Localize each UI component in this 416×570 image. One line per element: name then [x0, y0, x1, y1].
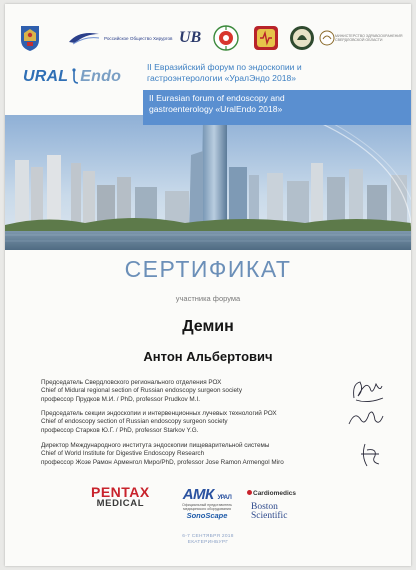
forum-title-en-banner [143, 90, 411, 125]
uralendo-endo-text: Endo [80, 68, 122, 85]
certificate-title: СЕРТИФИКАТ [124, 256, 292, 282]
signatory-role-ru: Председатель секции эндоскопии и интервенционных лучевых технологий РОХ [41, 410, 277, 417]
cardiomedics-wordmark: Cardiomedics [253, 490, 296, 497]
signatory-role-ru: Директор Международного института эндоскопии пищеварительной системы [41, 442, 270, 449]
cardio-square-emblem-logo [253, 24, 279, 52]
boston-wordmark: Boston [251, 502, 278, 512]
signature-prudkov [350, 376, 386, 406]
signatory-role-ru: Председатель Свердловского регионального отделения РОХ [41, 379, 222, 386]
amk-wordmark [177, 486, 237, 503]
signatory-name: профессор Жозе Рамон Арменгол Миро/PhD, professor Jose Ramon Armengol Miro [41, 458, 284, 466]
signature-starkov [345, 406, 385, 432]
uw-monogram-logo: UB [179, 29, 202, 46]
signatory-role-en: Chief of Midural regional section of Russian endoscopy surgeon society [41, 387, 242, 395]
cardiomedics-icon [247, 490, 252, 495]
event-date-location [173, 534, 243, 546]
event-dates: 6-7 СЕНТЯБРЯ 2018 [182, 534, 234, 539]
scientific-wordmark: Scientific [251, 511, 288, 521]
partner-logo-strip [19, 24, 401, 54]
forum-title-en-line1: II Eurasian forum of endoscopy and [149, 93, 285, 103]
round-emblem-dark-logo [289, 24, 315, 52]
cardiomedics-logo [247, 490, 296, 497]
forum-title-ru [147, 62, 397, 83]
russian-surgeons-society-logo [67, 24, 173, 52]
signatory-name: профессор Старков Ю.Г. / PhD, professor Starkov Y.G. [41, 426, 199, 434]
sonoscape-wordmark: SonoScape [186, 511, 228, 521]
signatory-role-en: Chief of World Institute for Digestive Endoscopy Research [41, 450, 205, 458]
ministry-label: МИНИСТЕРСТВО ЗДРАВООХРАНЕНИЯ СВЕРДЛОВСКОЙ ОБЛАСТИ [335, 33, 403, 42]
forum-title-ru-line2: гастроэнтерологии «УралЭндо 2018» [147, 72, 297, 83]
pentax-medical-logo [91, 484, 150, 509]
signatory-block [41, 442, 359, 467]
forum-title-en-line2: gastroenterology «UralEndo 2018» [149, 103, 283, 114]
city-skyline-photo [5, 115, 411, 250]
signatory-block [41, 379, 359, 404]
signatory-name: профессор Прудков М.И. / PhD, professor Prudkov M.I. [41, 395, 200, 403]
boston-scientific-logo [251, 503, 287, 521]
amk-caption-line1: Официальный представитель [181, 503, 233, 507]
pentax-medical-wordmark: MEDICAL [96, 498, 145, 509]
amk-sub-text: УРАЛ [217, 495, 232, 501]
amk-caption-line2: медицинского оборудования [183, 507, 231, 512]
signatory-role-en: Chief of endoscopy section of Russian endoscopy surgeon society [41, 418, 228, 426]
certificate-subtitle: участника форума [175, 294, 241, 303]
uralendo-logo [23, 68, 121, 86]
signatory-block [41, 410, 359, 435]
round-emblem-green-logo [213, 24, 239, 52]
participant-given-names: Антон Альбертович [143, 349, 273, 364]
coat-of-arms-logo [19, 24, 41, 52]
signature-armengol [357, 440, 383, 470]
ministry-logo [331, 24, 411, 52]
russian-surgeons-society-label: Российское Общество Хирургов [104, 35, 173, 41]
amk-text: АМК [182, 486, 214, 503]
amk-ural-logo [177, 486, 237, 520]
forum-title-ru-line1: II Евразийский форум по эндоскопии и [147, 62, 302, 72]
event-city: ЕКАТЕРИНБУРГ [187, 540, 229, 545]
participant-surname: Демин [182, 318, 234, 335]
endoscope-icon [69, 68, 79, 84]
uralendo-ural-text: URAL [23, 68, 69, 85]
certificate-sheet [5, 4, 411, 566]
pentax-wordmark: PENTAX [91, 484, 150, 500]
